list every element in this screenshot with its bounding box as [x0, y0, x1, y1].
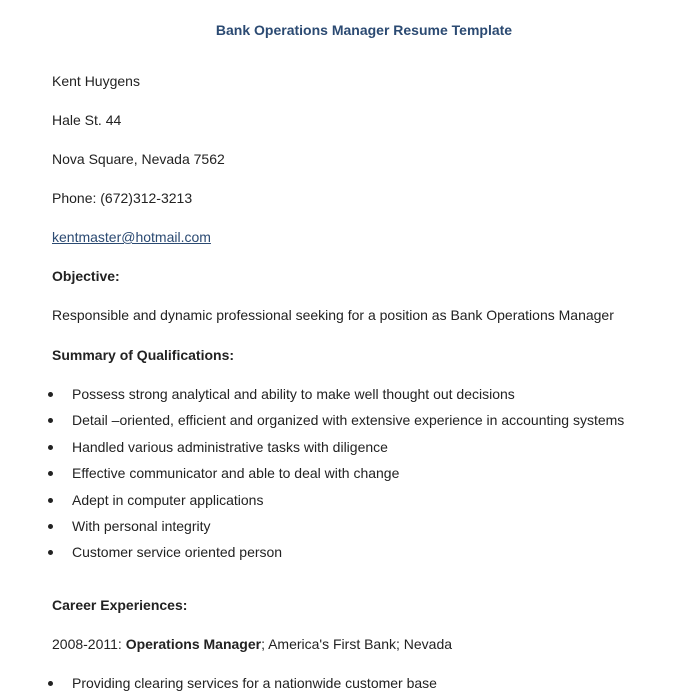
objective-text: Responsible and dynamic professional seeking for a position as Bank Operations Manager — [52, 307, 614, 323]
qualification-text: Customer service oriented person — [72, 544, 283, 560]
career-job-line — [52, 635, 452, 653]
contact-city: Nova Square, Nevada 7562 — [52, 151, 225, 167]
qualifications-heading: Summary of Qualifications: — [52, 347, 235, 363]
bullet-icon — [48, 498, 53, 503]
bullet-icon — [48, 550, 53, 555]
career-job-years: 2008-2011: — [52, 636, 126, 652]
bullet-icon — [48, 681, 53, 686]
page-title: Bank Operations Manager Resume Template — [215, 22, 513, 38]
qualification-text: Effective communicator and able to deal with change — [72, 465, 400, 481]
bullet-icon — [48, 392, 53, 397]
qualification-text: Possess strong analytical and ability to make well thought out decisions — [72, 386, 515, 402]
qualification-text: With personal integrity — [72, 518, 211, 534]
career-duty-text: Providing clearing services for a nationwide customer base — [72, 675, 437, 691]
qualification-text: Detail –oriented, efficient and organized with extensive experience in accounting systems — [72, 412, 625, 428]
bullet-icon — [48, 471, 53, 476]
qualification-text: Adept in computer applications — [72, 492, 264, 508]
contact-phone: Phone: (672)312-3213 — [52, 190, 193, 206]
qualification-text: Handled various administrative tasks with diligence — [72, 439, 388, 455]
career-job-title: Operations Manager — [125, 636, 262, 652]
contact-street: Hale St. 44 — [52, 112, 122, 128]
contact-name: Kent Huygens — [52, 73, 140, 89]
bullet-icon — [48, 445, 53, 450]
career-heading: Career Experiences: — [52, 597, 188, 613]
bullet-icon — [48, 524, 53, 529]
objective-heading: Objective: — [52, 268, 120, 284]
contact-email-link[interactable]: kentmaster@hotmail.com — [52, 229, 211, 245]
bullet-icon — [48, 418, 53, 423]
career-job-details: ; America's First Bank; Nevada — [261, 636, 453, 652]
